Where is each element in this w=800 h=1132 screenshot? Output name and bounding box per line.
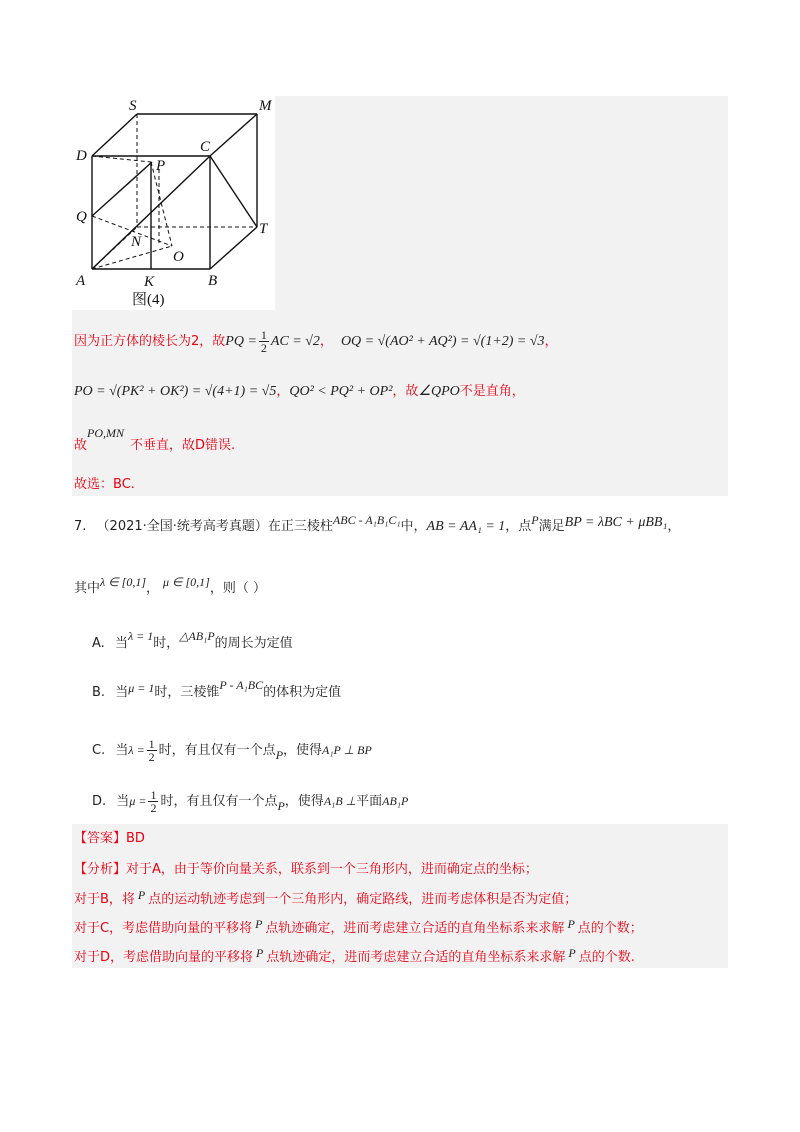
label-D: D [76,148,87,164]
fraction-half: $\frac{1}{2}$ [260,328,267,355]
analysis-line-4: 对于D，考虑借助向量的平移将 P 点轨迹确定，进而考虑建立合适的直角坐标系来求解 P 点的个数. [74,946,635,965]
label-O: O [173,249,184,265]
solution-line-3: 故PO,MN不垂直，故D错误. [74,426,236,453]
cube-figure [72,96,275,310]
question-7-line-2: 其中λ ∈ [0,1]， μ ∈ [0,1]，则（ ） [74,575,266,596]
option-a[interactable]: A. 当λ = 1时，△AB₁P的周长为定值 [92,629,293,651]
label-C: C [200,139,211,155]
label-M: M [259,98,272,114]
label-S: S [129,98,137,114]
option-d[interactable]: D. 当μ = $\frac{1}{2}$ 时，有且仅有一个点P，使得A₁B ⊥平面AB₁P [92,788,409,815]
label-B: B [208,273,218,289]
option-b[interactable]: B. 当μ = 1时，三棱锥P - A₁BC的体积为定值 [92,678,342,700]
label-Q: Q [76,209,87,225]
cube-diagram [72,96,275,310]
analysis-line-2: 对于B，将 P 点的运动轨迹考虑到一个三角形内，确定路线，进而考虑体积是否为定值； [74,888,578,907]
solution-line-2: PO = √(PK² + OK²) = √(4+1) = √5，QO² < PQ² + OP²，故∠QPO不是直角， [74,384,525,399]
label-A: A [76,273,86,289]
label-K: K [144,274,155,290]
fraction-half-d: $\frac{1}{2}$ [150,788,157,815]
label-P: P [156,158,166,174]
answer-line: 【答案】BD [74,831,145,846]
question-7: 7. （2021·全国·统考高考真题）在正三棱柱ABC - A₁B₁C₁中，AB = AA₁ = 1，点P满足BP = λBC + μBB₁， [74,513,681,534]
solution-line-4: 故选：BC. [74,477,135,492]
label-N: N [131,234,142,250]
solution-line-1: 因为正方体的棱长为2，故PQ = $\frac{1}{2}$ AC = √2， OQ = √(AO² + AQ²) = √(1+2) = √3， [74,328,558,355]
fraction-half-c: $\frac{1}{2}$ [148,737,155,764]
figure-caption: 图(4) [132,292,165,308]
analysis-line-3: 对于C，考虑借助向量的平移将 P 点轨迹确定，进而考虑建立合适的直角坐标系来求解 P 点的个数； [74,917,643,936]
analysis-line-1: 【分析】对于A，由于等价向量关系，联系到一个三角形内，进而确定点的坐标； [74,862,538,877]
label-T: T [259,221,268,237]
option-c[interactable]: C. 当λ = $\frac{1}{2}$ 时，有且仅有一个点P，使得A₁P ⊥ BP [92,737,372,764]
